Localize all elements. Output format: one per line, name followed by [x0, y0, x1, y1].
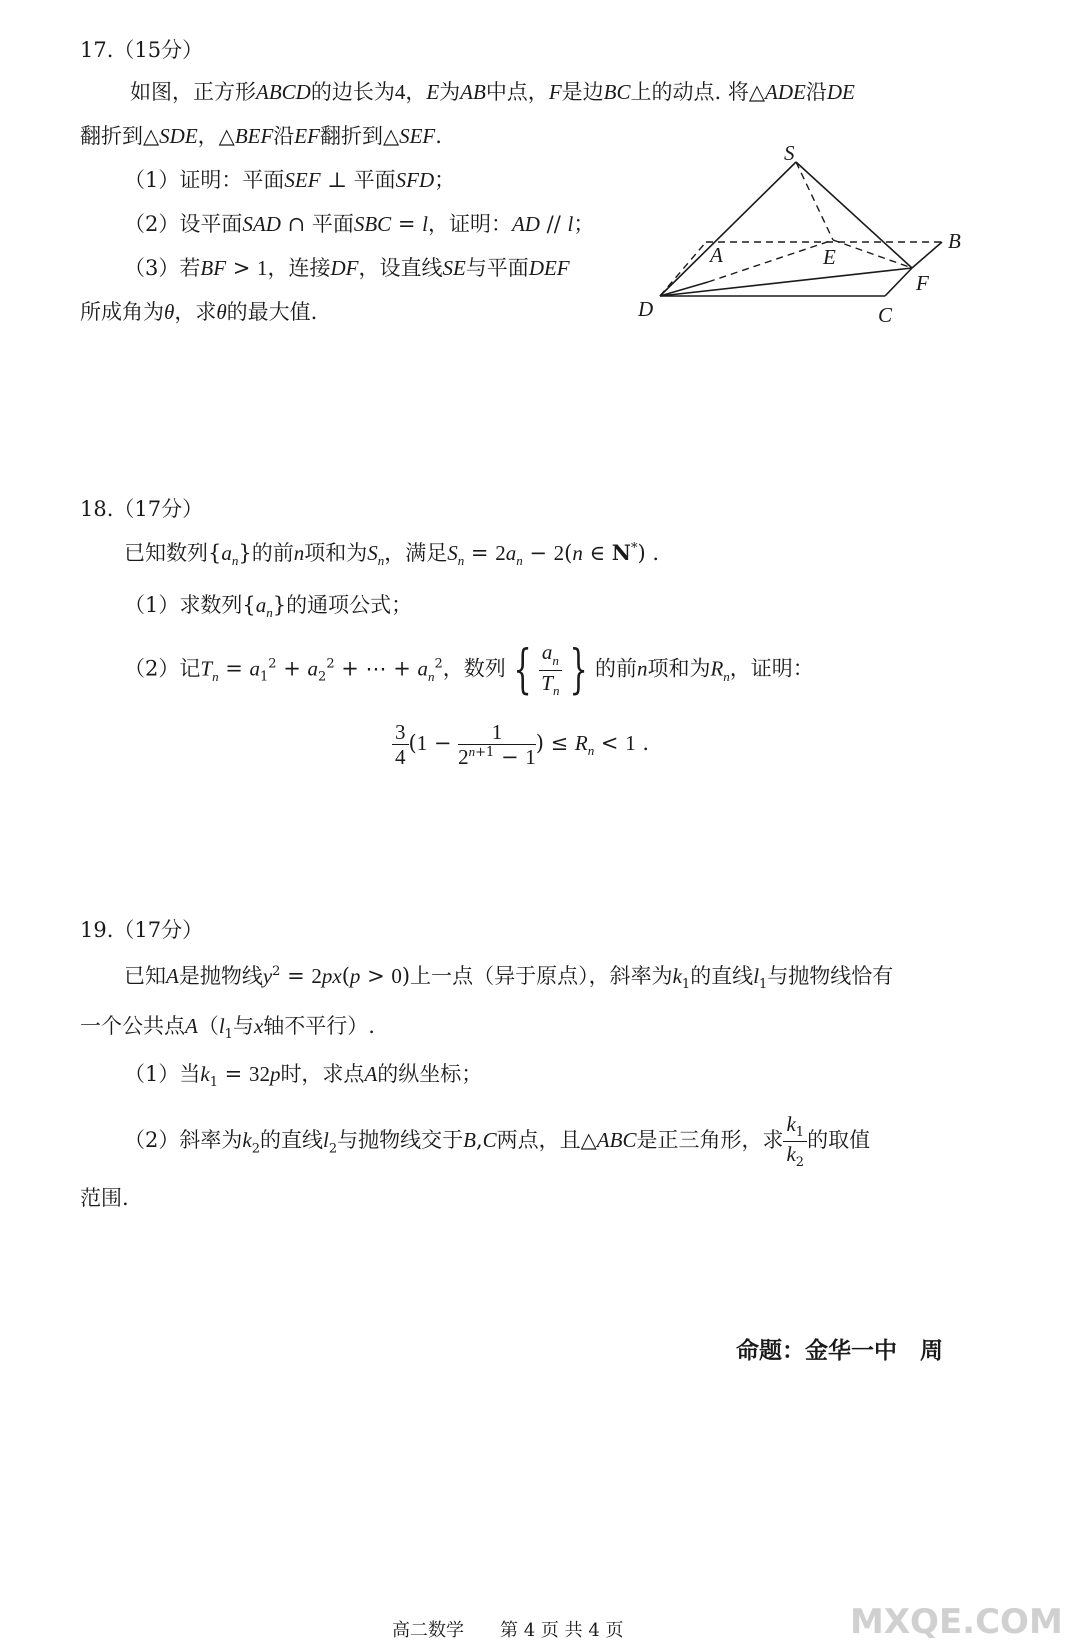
q19-part2-line2: 范围. — [80, 1186, 129, 1210]
label-A: A — [710, 243, 723, 267]
q18-part2: （2）记$T_n = a_1^2 + a_2^2$ + ⋯ + $a_n^2$，数列 { $\frac{a_n}{T_n}$ } 的前n项和为$R_n$，证明： — [124, 640, 814, 700]
edge-SE — [796, 162, 833, 240]
page-footer: 高二数学 第 4 页 共 4 页 — [392, 1620, 624, 1641]
edge-EF — [833, 240, 912, 268]
q19-intro-line1: 已知A是抛物线$y^2 = 2px(p > 0)$上一点（异于原点），斜率为$k_1$的直线$l_1$与抛物线恰有 — [124, 964, 894, 993]
label-E: E — [823, 245, 836, 269]
edge-DA — [660, 242, 706, 296]
q17-part1: （1）证明：平面SEF ⊥ 平面SFD； — [124, 168, 456, 192]
label-S: S — [784, 141, 795, 165]
edge-SF — [796, 162, 912, 268]
q17-intro-line1: 如图，正方形ABCD的边长为4，E为AB中点，F是边BC上的动点. 将△ADE沿DE — [130, 80, 855, 104]
edge-FC — [885, 268, 912, 296]
edge-BF — [912, 242, 942, 268]
q18-intro: 已知数列$\{a_n\}$的前n项和为$S_n$，满足$S_n = 2a_n - 2(n$ ∈ N*) . — [124, 540, 660, 569]
q19-intro-line2: 一个公共点$A(l_1$与x轴不平行）. — [80, 1014, 375, 1043]
q19-part1: （1）当$k_1 = 32p$时，求点A的纵坐标； — [124, 1062, 483, 1091]
q18-inequality: $\frac{3}{4}$ (1 − $\frac{1}{2^{n+1} - 1}$ ) ≤ $R_n < 1$ . — [392, 720, 649, 769]
q19-part2-line1: （2）斜率为$k_2$的直线$l_2$与抛物线交于B,C两点，且△ABC是正三角形，求 $\frac{k_1}{k_2}$ 的取值 — [124, 1112, 871, 1171]
edge-DF — [660, 268, 912, 296]
q17-intro-line2: 翻折到△SDE，△BEF沿EF翻折到△SEF. — [80, 124, 442, 148]
label-C: C — [878, 303, 893, 327]
label-B: B — [948, 229, 961, 253]
edge-SD — [660, 162, 796, 296]
watermark: MXQE.COM — [850, 1602, 1063, 1642]
q17-header: 17.（15分） — [80, 38, 204, 62]
q17-figure — [620, 138, 980, 338]
q17-part2: （2）设平面SAD ∩ 平面SBC = l，证明：AD // l； — [124, 212, 595, 236]
q19-header: 19.（17分） — [80, 918, 204, 942]
q17-part3-line2: 所成角为θ，求θ的最大值. — [80, 300, 318, 324]
label-D: D — [638, 297, 654, 321]
q18-header: 18.（17分） — [80, 497, 204, 521]
q17-part3-line1: （3）若BF > 1，连接DF，设直线SE与平面DEF — [124, 256, 570, 280]
q18-part1: （1）求数列$\{a_n\}$的通项公式； — [124, 593, 413, 621]
edge-DE — [708, 240, 833, 282]
label-F: F — [916, 271, 929, 295]
author-signature: 命题：金华一中 周 — [736, 1338, 943, 1364]
